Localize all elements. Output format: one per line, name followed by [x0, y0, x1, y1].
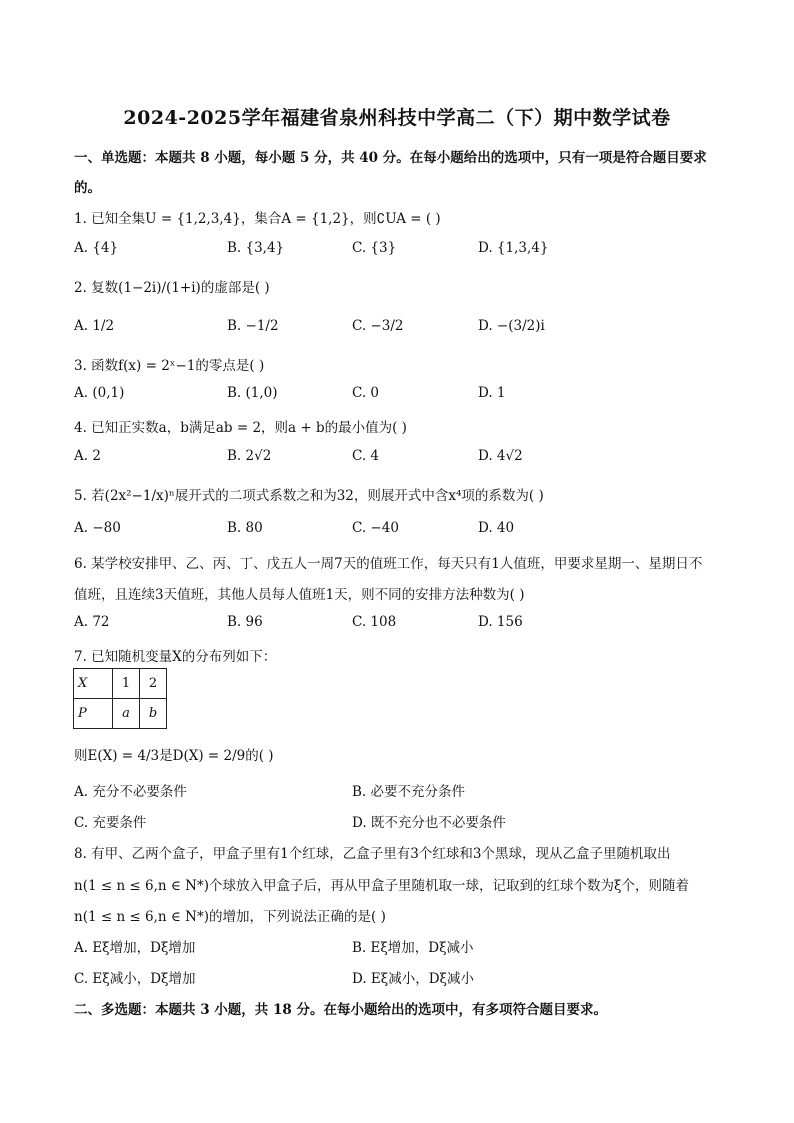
- q5-stem: 5. 若(2x²−1/x)ⁿ展开式的二项式系数之和为32，则展开式中含x⁴项的系数为( ): [74, 488, 544, 504]
- table-cell: 2: [140, 669, 167, 699]
- q8-option-d: D. Eξ减小，Dξ减小: [352, 971, 474, 987]
- q3-option-c: C. 0: [352, 385, 380, 401]
- q5-option-c: C. −40: [352, 520, 399, 536]
- q7-option-c: C. 充要条件: [74, 815, 147, 831]
- q2-stem: 2. 复数(1−2i)/(1+i)的虚部是( ): [74, 280, 270, 296]
- exam-title: 2024-2025学年福建省泉州科技中学高二（下）期中数学试卷: [123, 107, 671, 129]
- section1-heading-cont: 的。: [74, 180, 101, 196]
- q1-option-d: D. {1,3,4}: [478, 240, 549, 256]
- table-row: [74, 669, 167, 699]
- q4-option-b: B. 2√2: [227, 448, 272, 464]
- q4-stem: 4. 已知正实数a，b满足ab = 2，则a + b的最小值为( ): [74, 420, 407, 436]
- q6-stem-cont: 值班，且连续3天值班，其他人员每人值班1天，则不同的安排方法种数为( ): [74, 587, 525, 603]
- q2-option-b: B. −1/2: [227, 318, 279, 334]
- q6-stem: 6. 某学校安排甲、乙、丙、丁、戊五人一周7天的值班工作，每天只有1人值班，甲要求星期一、星期日不: [74, 556, 703, 572]
- table-cell: b: [140, 699, 167, 729]
- q4-option-d: D. 4√2: [478, 448, 523, 464]
- section1-heading: 一、单选题：本题共 8 小题，每小题 5 分，共 40 分。在每小题给出的选项中，只有一项是符合题目要求: [74, 150, 707, 166]
- q7-stem: 7. 已知随机变量X的分布列如下：: [74, 649, 277, 665]
- q5-option-a: A. −80: [74, 520, 121, 536]
- q3-stem: 3. 函数f(x) = 2ˣ−1的零点是( ): [74, 358, 265, 374]
- q3-option-d: D. 1: [478, 385, 506, 401]
- q7-condition: 则E(X) = 4/3是D(X) = 2/9的( ): [74, 748, 274, 764]
- q8-stem-cont2: n(1 ≤ n ≤ 6,n ∈ N*)的增加，下列说法正确的是( ): [74, 909, 386, 925]
- q8-stem-cont: n(1 ≤ n ≤ 6,n ∈ N*)个球放入甲盒子后，再从甲盒子里随机取一球，记取到的红球个数为ξ个，则随着: [74, 878, 689, 894]
- table-cell: P: [74, 699, 113, 729]
- q1-stem: 1. 已知全集U = {1,2,3,4}，集合A = {1,2}，则∁UA = ( ): [74, 211, 441, 227]
- q2-option-a: A. 1/2: [74, 318, 115, 334]
- q7-option-b: B. 必要不充分条件: [352, 784, 466, 800]
- distribution-table: [73, 668, 167, 729]
- q6-option-b: B. 96: [227, 614, 263, 630]
- q6-option-a: A. 72: [74, 614, 110, 630]
- q6-option-c: C. 108: [352, 614, 397, 630]
- q2-option-c: C. −3/2: [352, 318, 404, 334]
- table-row: [74, 699, 167, 729]
- q8-stem: 8. 有甲、乙两个盒子，甲盒子里有1个红球，乙盒子里有3个红球和3个黑球，现从乙盒子里随机取出: [74, 846, 671, 862]
- q4-option-a: A. 2: [74, 448, 101, 464]
- q8-option-c: C. Eξ减小，Dξ增加: [74, 971, 196, 987]
- q8-option-a: A. Eξ增加，Dξ增加: [74, 940, 196, 956]
- q2-option-d: D. −(3/2)i: [478, 318, 545, 334]
- q3-option-a: A. (0,1): [74, 385, 125, 401]
- q7-option-d: D. 既不充分也不必要条件: [352, 815, 506, 831]
- q1-option-c: C. {3}: [352, 240, 397, 256]
- q1-option-b: B. {3,4}: [227, 240, 285, 256]
- q8-option-b: B. Eξ增加，Dξ减小: [352, 940, 474, 956]
- table-cell: 1: [113, 669, 140, 699]
- table-cell: a: [113, 699, 140, 729]
- q7-option-a: A. 充分不必要条件: [74, 784, 187, 800]
- q5-option-b: B. 80: [227, 520, 263, 536]
- q3-option-b: B. (1,0): [227, 385, 278, 401]
- q1-option-a: A. {4}: [74, 240, 119, 256]
- q6-option-d: D. 156: [478, 614, 523, 630]
- q4-option-c: C. 4: [352, 448, 380, 464]
- q5-option-d: D. 40: [478, 520, 515, 536]
- table-cell: X: [74, 669, 113, 699]
- section2-heading: 二、多选题：本题共 3 小题，共 18 分。在每小题给出的选项中，有多项符合题目要求。: [74, 1002, 607, 1018]
